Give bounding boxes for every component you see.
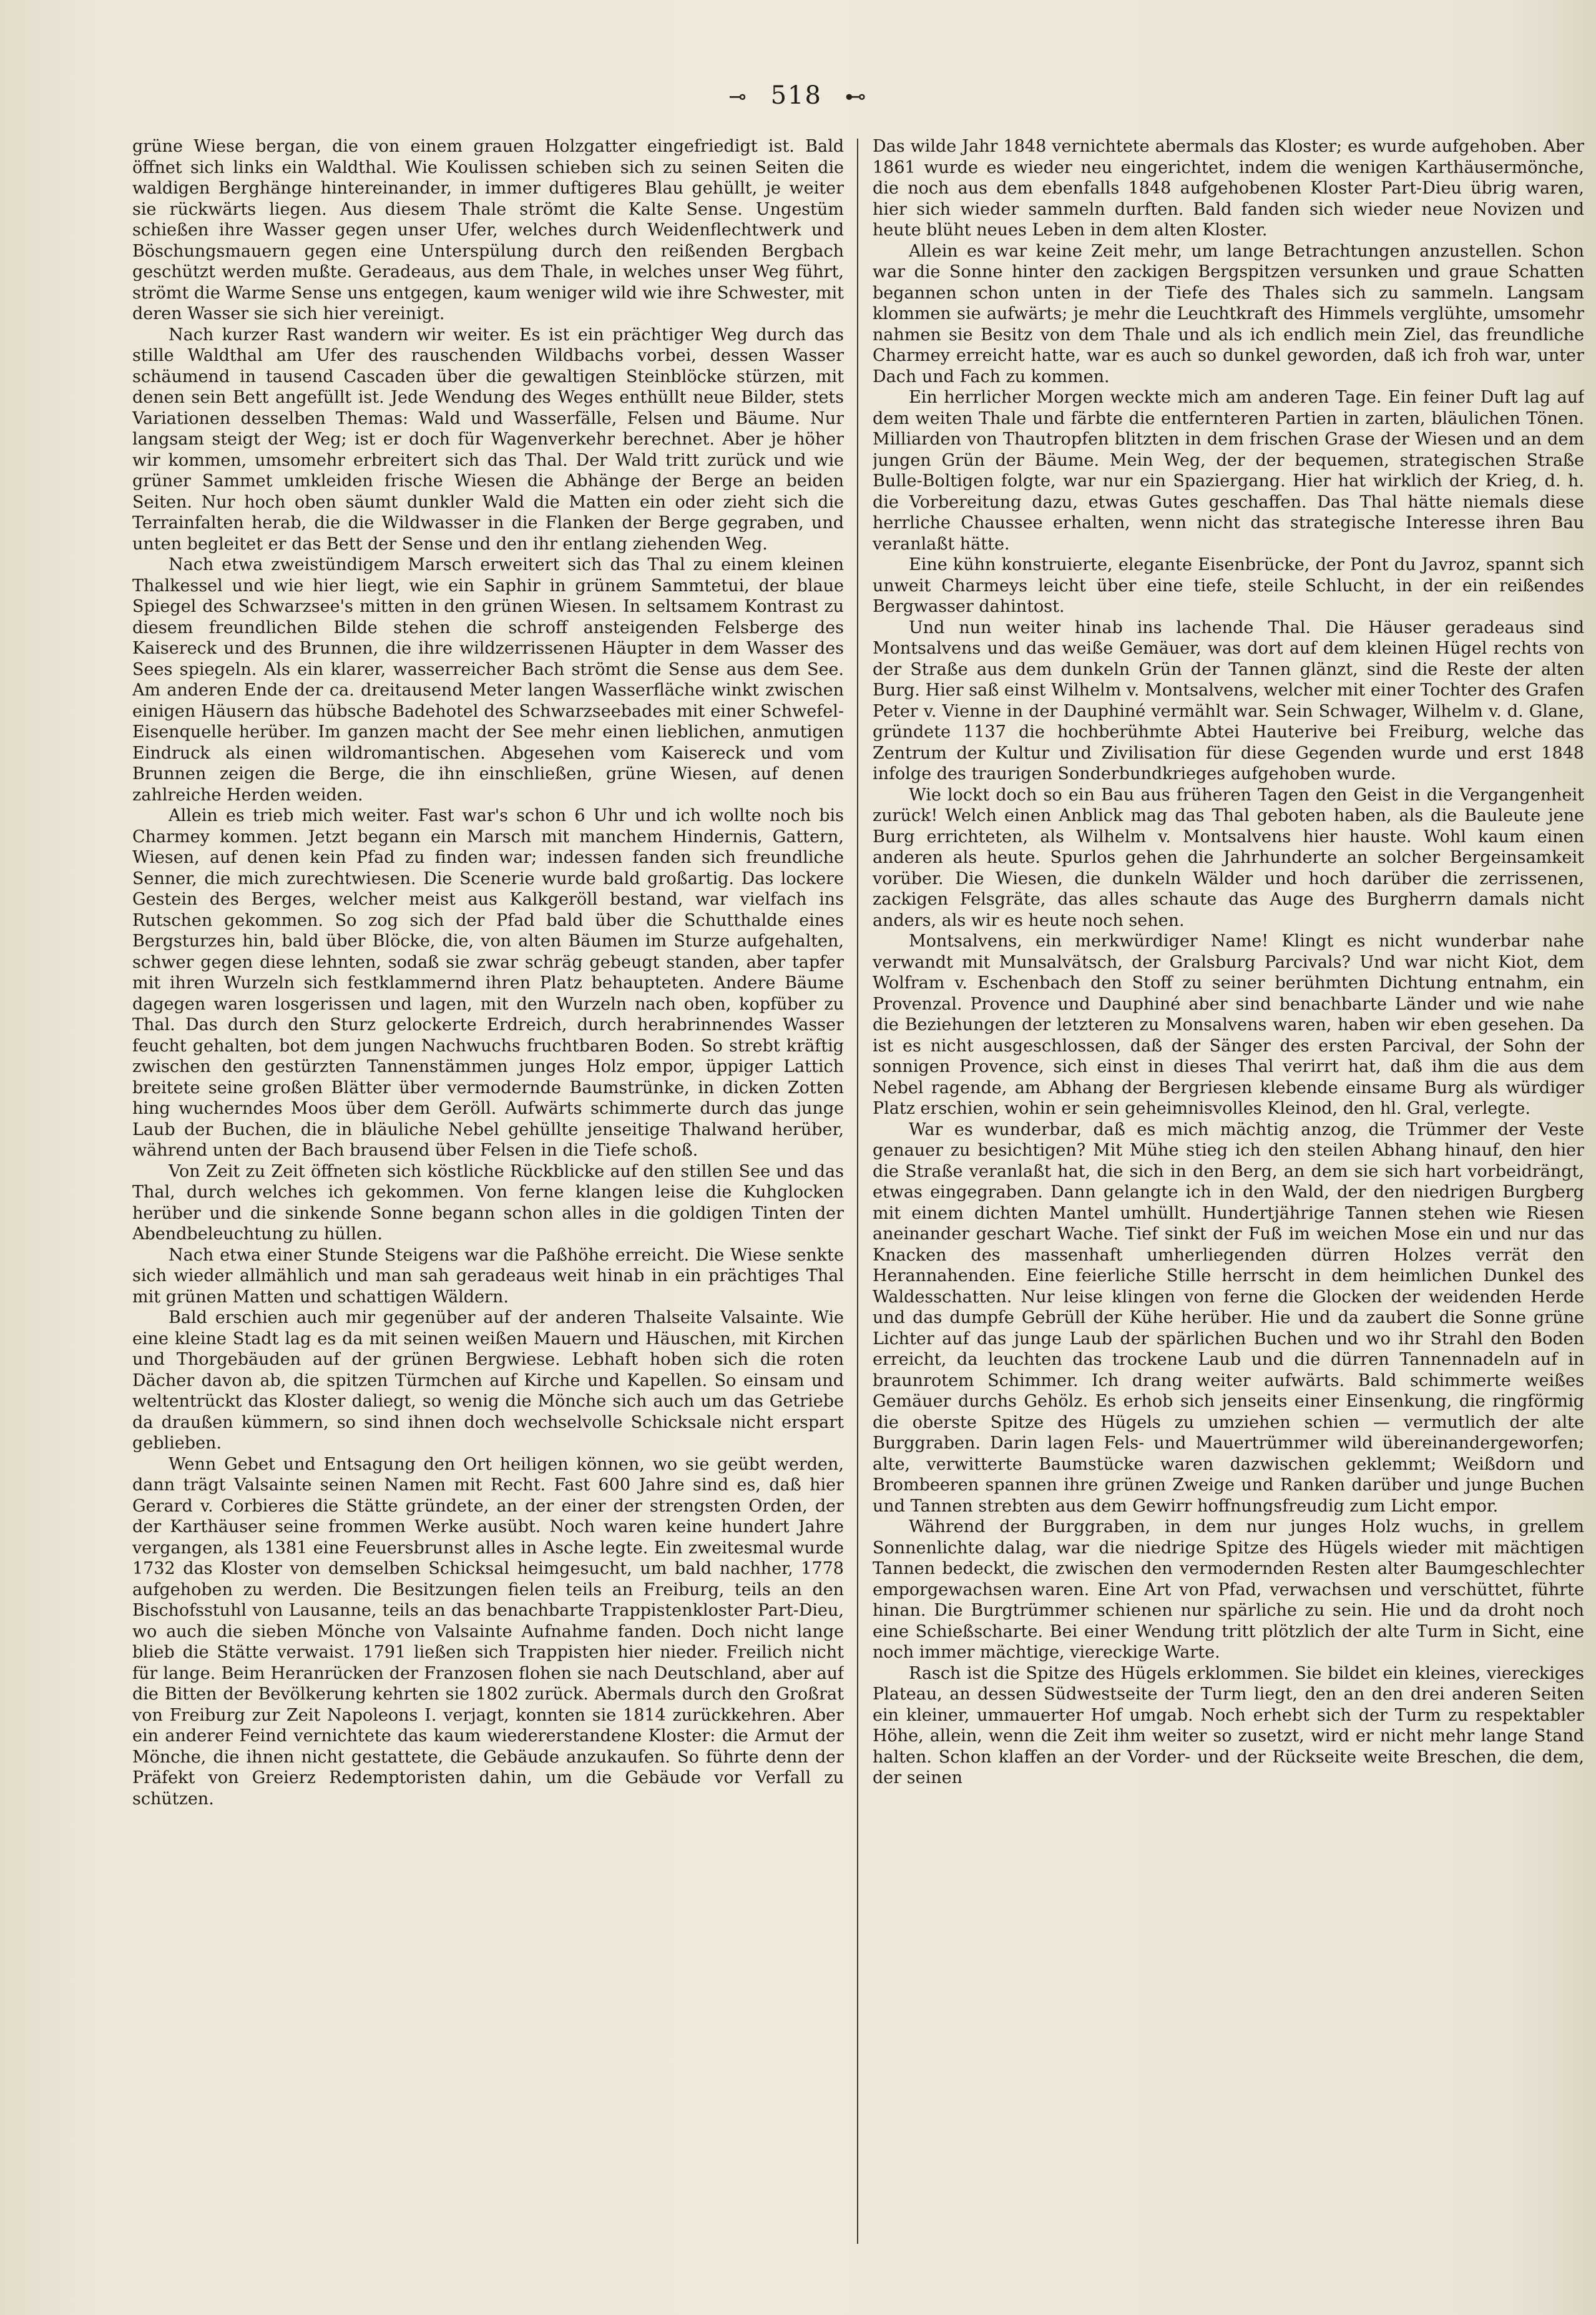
paragraph: Rasch ist die Spitze des Hügels erklommen. Sie bildet ein kleines, viereckiges Plateau, an dessen Südwestseite der Turm liegt, den an den drei anderen Seiten ein kleiner, ummauerter Hof umgab. Noch erhebt sich der Turm zu respektabler Höhe, allein, wenn die Zeit ihm weiter so zusetzt, wird er nicht mehr lange Stand halten. Schon klaffen an der Vorder- und der Rückseite weite Breschen, die dem, der seinen [873,1663,1584,1787]
paragraph: Montsalvens, ein merkwürdiger Name! Klingt es nicht wunderbar nahe verwandt mit Munsalvätsch, der Gralsburg Parcivals? Und war nicht Kiot, dem Wolfram v. Eschenbach den Stoff zu seiner berühmten Dichtung entnahm, ein Provenzal. Provence und Dauphiné aber sind benachbarte Länder und wie nahe die Beziehungen der letzteren zu Monsalvens waren, haben wir eben gesehen. Da ist es nicht ausgeschlossen, daß der Sänger des ersten Parcival, der Sohn der sonnigen Provence, sich einst in dieses Thal verirrt hat, daß ihm die aus dem Nebel ragende, am Abhang der Bergriesen klebende einsame Burg als würdiger Platz erschien, wohin er sein geheimnisvolles Kleinod, den hl. Gral, verlegte. [873,931,1584,1118]
paragraph: Von Zeit zu Zeit öffneten sich köstliche Rückblicke auf den stillen See und das Thal, durch welches ich gekommen. Von ferne klangen leise die Kuhglocken herüber und die sinkende Sonne begann schon alles in die goldigen Tinten der Abendbeleuchtung zu hüllen. [132,1161,844,1244]
page-header [0,81,1596,110]
page-number: 518 [770,81,822,110]
paragraph: Eine kühn konstruierte, elegante Eisenbrücke, der Pont du Javroz, spannt sich unweit Charmeys leicht über eine tiefe, steile Schlucht, in der ein reißendes Bergwasser dahintost. [873,555,1584,616]
ornament-left-icon: ⊸ [728,84,748,109]
paragraph: Das wilde Jahr 1848 vernichtete abermals das Kloster; es wurde aufgehoben. Aber 1861 wurde es wieder neu eingerichtet, indem die wenigen Karthäusermönche, die noch aus dem ebenfalls 1848 aufgehobenen Kloster Part-Dieu übrig waren, hier sich wieder sammeln durften. Bald fanden sich wieder neue Novizen und heute blüht neues Leben in dem alten Kloster. [873,137,1584,240]
paragraph: Wie lockt doch so ein Bau aus früheren Tagen den Geist in die Vergangenheit zurück! Welch einen Anblick mag das Thal geboten haben, als die Bauleute jene Burg errichteten, als Wilhelm v. Montsalvens hier hauste. Wohl kaum einen anderen als heute. Spurlos gehen die Jahrhunderte an solcher Bergeinsamkeit vorüber. Die Wiesen, die dunkeln Wälder und hoch darüber die zerrissenen, zackigen Felsgräte, das alles schaute das Auge des Burgherrn damals nicht anders, als wir es heute noch sehen. [873,785,1584,930]
right-column [873,136,1584,2246]
ornament-right-icon: ⊷ [845,84,868,109]
paragraph: Nach etwa einer Stunde Steigens war die Paßhöhe erreicht. Die Wiese senkte sich wieder allmählich und man sah geradeaus weit hinab in ein prächtiges Thal mit grünen Matten und schattigen Wäldern. [132,1245,844,1307]
paragraph: Nach etwa zweistündigem Marsch erweitert sich das Thal zu einem kleinen Thalkessel und wie hier liegt, wie ein Saphir in grünem Sammtetui, der blaue Spiegel des Schwarzsee's mitten in den grünen Wiesen. In seltsamem Kontrast zu diesem freundlichen Bilde stehen die schroff ansteigenden Felsberge des Kaisereck und des Brunnen, die ihre wildzerrissenen Häupter in dem Wasser des Sees spiegeln. Als ein klarer, wasserreicher Bach strömt die Sense aus dem See. Am anderen Ende der ca. dreitausend Meter langen Wasserfläche winkt zwischen einigen Häusern das hübsche Badehotel des Schwarzseebades mit einer Schwefel-Eisenquelle herüber. Im ganzen macht der See mehr einen lieblichen, anmutigen Eindruck als einen wildromantischen. Abgesehen vom Kaisereck und vom Brunnen zeigen die Berge, die ihn einschließen, grüne Wiesen, auf denen zahlreiche Herden weiden. [132,555,844,805]
paragraph: Nach kurzer Rast wandern wir weiter. Es ist ein prächtiger Weg durch das stille Waldthal am Ufer des rauschenden Wildbachs vorbei, dessen Wasser schäumend in tausend Cascaden über die gewaltigen Steinblöcke stürzen, mit denen sein Bett angefüllt ist. Jede Wendung des Weges enthüllt neue Bilder, stets Variationen desselben Themas: Wald und Wasserfälle, Felsen und Bäume. Nur langsam steigt der Weg; ist er doch für Wagenverkehr berechnet. Aber je höher wir kommen, umsomehr erbreitert sich das Thal. Der Wald tritt zurück und wie grüner Sammet umkleiden frische Wiesen die Abhänge der Berge an beiden Seiten. Nur hoch oben säumt dunkler Wald die Matten ein oder zieht sich die Terrainfalten herab, die die Wildwasser in die Flanken der Berge gegraben, und unten begleitet er das Bett der Sense und den ihr entlang ziehenden Weg. [132,325,844,554]
column-divider [857,139,858,2244]
paragraph: Wenn Gebet und Entsagung den Ort heiligen können, wo sie geübt werden, dann trägt Valsainte seinen Namen mit Recht. Fast 600 Jahre sind es, daß hier Gerard v. Corbieres die Stätte gründete, an der einer der strengsten Orden, der der Karthäuser seine frommen Werke ausübt. Noch waren keine hundert Jahre vergangen, als 1381 eine Feuersbrunst alles in Asche legte. Ein zweitesmal wurde 1732 das Kloster von demselben Schicksal heimgesucht, um bald nachher, 1778 aufgehoben zu werden. Die Besitzungen fielen teils an Freiburg, teils an den Bischofsstuhl von Lausanne, teils an das benachbarte Trappistenkloster Part-Dieu, wo auch die sieben Mönche von Valsainte Aufnahme fanden. Doch nicht lange blieb die Stätte verwaist. 1791 ließen sich Trappisten hier nieder. Freilich nicht für lange. Beim Heranrücken der Franzosen flohen sie nach Deutschland, aber auf die Bitten der Bevölkerung kehrten sie 1802 zurück. Abermals durch den Großrat von Freiburg zur Zeit Napoleons I. verjagt, konnten sie 1814 zurückkehren. Aber ein anderer Feind vernichtete das kaum wiedererstandene Kloster: die Armut der Mönche, die ihnen nicht gestattete, die Gebäude anzukaufen. So führte denn der Präfekt von Greierz Redemptoristen dahin, um die Gebäude vor Verfall zu schützen. [132,1454,844,1809]
paragraph: Während der Burggraben, in dem nur junges Holz wuchs, in grellem Sonnenlichte dalag, war die niedrige Spitze des Hügels wieder mit mächtigen Tannen bedeckt, die zwischen den vermodernden Resten alter Baumgeschlechter emporgewachsen waren. Eine Art von Pfad, verwachsen und verschüttet, führte hinan. Die Burgtrümmer schienen nur spärliche zu sein. Hie und da droht noch eine Schießscharte. Bei einer Wendung tritt plötzlich der alte Turm in Sicht, eine noch immer mächtige, viereckige Warte. [873,1517,1584,1662]
paragraph: grüne Wiese bergan, die von einem grauen Holzgatter eingefriedigt ist. Bald öffnet sich links ein Waldthal. Wie Koulissen schieben sich zu seinen Seiten die waldigen Berghänge hintereinander, in immer duftigeres Blau gehüllt, je weiter sie rückwärts liegen. Aus diesem Thale strömt die Kalte Sense. Ungestüm schießen ihre Wasser gegen unser Ufer, welches durch Weidenflechtwerk und Böschungsmauern gegen eine Unterspülung durch den reißenden Bergbach geschützt werden mußte. Geradeaus, aus dem Thale, in welches unser Weg führt, strömt die Warme Sense uns entgegen, kaum weniger wild wie ihre Schwester, mit deren Wasser sie sich hier vereinigt. [132,137,844,323]
paragraph: Allein es trieb mich weiter. Fast war's schon 6 Uhr und ich wollte noch bis Charmey kommen. Jetzt begann ein Marsch mit manchem Hindernis, Gattern, Wiesen, auf denen kein Pfad zu finden war; indessen fanden sich freundliche Senner, die mich zurechtwiesen. Die Scenerie wurde bald großartig. Das lockere Gestein des Berges, welcher meist aus Kalkgeröll bestand, war vielfach ins Rutschen gekommen. So zog sich der Pfad bald über die Schutthalde eines Bergsturzes hin, bald über Blöcke, die, von alten Bäumen im Sturze aufgehalten, schwer gegen diese lehnten, sodaß sie zwar schräg gebeugt standen, aber tapfer mit ihren Wurzeln sich festklammernd ihren Platz behaupteten. Andere Bäume dagegen waren losgerissen und lagen, mit den Wurzeln nach oben, kopfüber zu Thal. Das durch den Sturz gelockerte Erdreich, durch herabrinnendes Wasser feucht gehalten, bot dem jungen Nachwuchs fruchtbaren Boden. So strebt kräftig zwischen den gestürzten Tannenstämmen junges Holz empor, üppiger Lattich breitete seine großen Blätter über vermodernde Baumstrünke, in dicken Zotten hing wucherndes Moos über dem Geröll. Aufwärts schimmerte durch das junge Laub der Buchen, die in bläuliche Nebel gehüllte jenseitige Thalwand herüber, während unten der Bach brausend über Felsen in die Tiefe schoß. [132,806,844,1160]
paragraph: War es wunderbar, daß es mich mächtig anzog, die Trümmer der Veste genauer zu besichtigen? Mit Mühe stieg ich den steilen Abhang hinauf, den hier die Straße veranlaßt hat, die sich in den Berg, an dem sie sich hart vorbeidrängt, etwas eingegraben. Dann gelangte ich in den Wald, der den niedrigen Burgberg mit einem dichten Mantel umhüllt. Hundertjährige Tannen stehen wie Riesen aneinander geschart Wache. Tief sinkt der Fuß im weichen Mose ein und nur das Knacken des massenhaft umherliegenden dürren Holzes verrät den Herannahenden. Eine feierliche Stille herrscht in dem heimlichen Dunkel des Waldesschatten. Nur leise klingen von ferne die Glocken der weidenden Herde und das dumpfe Gebrüll der Kühe herüber. Hie und da zaubert die Sonne grüne Lichter auf das junge Laub der spärlichen Buchen und wo ihr Strahl den Boden erreicht, da leuchten das trockene Laub und die dürren Tannennadeln auf in braunrotem Schimmer. Ich drang weiter aufwärts. Bald schimmerte weißes Gemäuer durchs Gehölz. Es erhob sich jenseits einer Einsenkung, die ringförmig die oberste Spitze des Hügels zu umziehen schien — vermutlich der alte Burggraben. Darin lagen Fels- und Mauertrümmer wild übereinandergeworfen; alte, verwitterte Baumstücke waren dazwischen geklemmt; Weißdorn und Brombeeren spannen ihre grünen Zweige und Ranken darüber und junge Buchen und Tannen strebten aus dem Gewirr hoffnungsfreudig zum Licht empor. [873,1119,1584,1516]
paragraph: Ein herrlicher Morgen weckte mich am anderen Tage. Ein feiner Duft lag auf dem weiten Thale und färbte die entfernteren Partien in zarten, bläulichen Tönen. Milliarden von Thautropfen blitzten in dem frischen Grase der Wiesen und an dem jungen Grün der Bäume. Mein Weg, der der bequemen, strategischen Straße Bulle-Boltigen folgte, war nur ein Spaziergang. Hier hat wirklich der Krieg, d. h. die Vorbereitung dazu, etwas Gutes geschaffen. Das Thal hätte niemals diese herrliche Chaussee erhalten, wenn nicht das strategische Interesse ihren Bau veranlaßt hätte. [873,388,1584,554]
paragraph: Allein es war keine Zeit mehr, um lange Betrachtungen anzustellen. Schon war die Sonne hinter den zackigen Bergspitzen versunken und graue Schatten begannen schon unten in der Tiefe des Thales sich zu sammeln. Langsam klommen sie aufwärts; je mehr die Leuchtkraft des Himmels verglühte, umsomehr nahmen sie Besitz von dem Thale und als ich endlich mein Ziel, das freundliche Charmey erreicht hatte, war es auch so dunkel geworden, daß ich froh war, unter Dach und Fach zu kommen. [873,241,1584,386]
paragraph: Und nun weiter hinab ins lachende Thal. Die Häuser geradeaus sind Montsalvens und das weiße Gemäuer, was dort auf dem kleinen Hügel rechts von der Straße aus dem dunkeln Grün der Tannen glänzt, sind die Reste der alten Burg. Hier saß einst Wilhelm v. Montsalvens, welcher mit einer Tochter des Grafen Peter v. Vienne in der Dauphiné vermählt war. Sein Schwager, Wilhelm v. d. Glane, gründete 1137 die hochberühmte Abtei Hauterive bei Freiburg, welche das Zentrum der Kultur und Zivilisation für diese Gegenden wurde und erst 1848 infolge des traurigen Sonderbundkrieges aufgehoben wurde. [873,617,1584,784]
paragraph: Bald erschien auch mir gegenüber auf der anderen Thalseite Valsainte. Wie eine kleine Stadt lag es da mit seinen weißen Mauern und Häuschen, mit Kirchen und Thorgebäuden auf der grünen Bergwiese. Lebhaft hoben sich die roten Dächer davon ab, die spitzen Türmchen auf Kirche und Kapellen. So einsam und weltentrückt das Kloster daliegt, so wenig die Mönche sich auch um das Getriebe da draußen kümmern, so sind ihnen doch wechselvolle Schicksale nicht erspart geblieben. [132,1308,844,1453]
left-column [132,136,844,2246]
